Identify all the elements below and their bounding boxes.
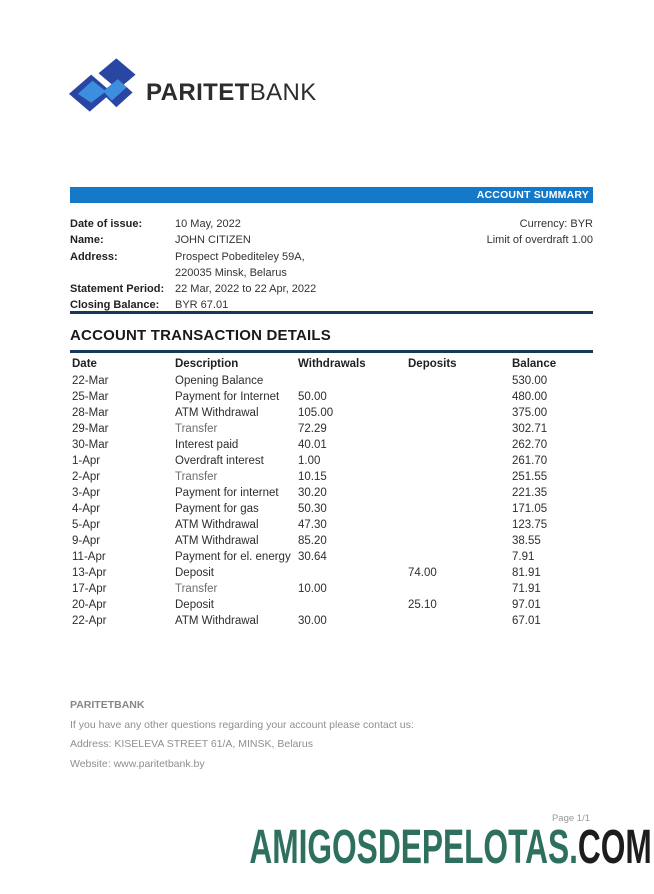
cell-withdrawals <box>298 373 408 389</box>
cell-deposits <box>408 373 512 389</box>
footer-line: If you have any other questions regarding your account please contact us: <box>70 718 414 731</box>
table-row <box>70 421 595 437</box>
cell-withdrawals: 10.00 <box>298 583 327 595</box>
column-header-withdrawals: Withdrawals <box>298 358 366 370</box>
cell-deposits <box>408 389 512 405</box>
bank-name-bold: PARITET <box>146 79 250 106</box>
footer <box>70 696 414 774</box>
summary-field-label: Closing Balance: <box>70 299 160 312</box>
cell-balance: 262.70 <box>512 439 548 451</box>
cell-deposits: 74.00 <box>408 567 437 579</box>
cell-withdrawals: 1.00 <box>298 455 321 467</box>
account-summary-header: ACCOUNT SUMMARY <box>70 187 593 203</box>
table-row <box>70 597 595 613</box>
cell-deposits <box>408 485 512 501</box>
cell-withdrawals: 50.30 <box>298 503 327 515</box>
cell-date: 17-Apr <box>72 583 107 595</box>
table-row <box>70 581 595 597</box>
bank-logo-text <box>146 79 317 107</box>
table-row <box>70 517 595 533</box>
cell-date: 22-Mar <box>72 375 109 387</box>
cell-description: Deposit <box>175 599 214 611</box>
divider-line <box>70 311 593 314</box>
cell-balance: 221.35 <box>512 487 548 499</box>
summary-field-row <box>70 249 593 282</box>
cell-description: ATM Withdrawal <box>175 535 259 547</box>
cell-date: 25-Mar <box>72 391 109 403</box>
cell-balance: 530.00 <box>512 375 548 387</box>
table-row <box>70 389 595 405</box>
cell-deposits <box>408 421 512 437</box>
cell-deposits <box>408 437 512 453</box>
table-row <box>70 469 595 485</box>
cell-date: 1-Apr <box>72 455 101 467</box>
cell-balance: 71.91 <box>512 583 541 595</box>
cell-description: Payment for el. energy <box>175 551 291 563</box>
cell-withdrawals: 40.01 <box>298 439 327 451</box>
cell-date: 4-Apr <box>72 503 101 515</box>
column-header-description: Description <box>175 358 239 370</box>
cell-description: Payment for Internet <box>175 391 280 403</box>
bank-name-regular: BANK <box>249 79 317 106</box>
watermark-dark-text: COM <box>578 821 652 874</box>
cell-withdrawals: 85.20 <box>298 535 327 547</box>
cell-date: 28-Mar <box>72 407 109 419</box>
cell-deposits <box>408 613 512 629</box>
summary-field-value: 10 May, 2022 <box>175 218 241 230</box>
cell-withdrawals <box>298 597 408 613</box>
summary-field-label: Address: <box>70 250 118 263</box>
cell-balance: 67.01 <box>512 615 541 627</box>
cell-balance: 7.91 <box>512 551 535 563</box>
summary-field-label: Statement Period: <box>70 283 165 296</box>
cell-withdrawals: 72.29 <box>298 423 327 435</box>
watermark-green-text: AMIGOSDEPELOTAS. <box>249 821 579 874</box>
column-header-balance: Balance <box>512 358 557 370</box>
cell-description: ATM Withdrawal <box>175 407 259 419</box>
summary-field-value: JOHN CITIZEN <box>175 234 251 247</box>
cell-description: Interest paid <box>175 439 239 451</box>
cell-withdrawals: 47.30 <box>298 519 327 531</box>
summary-field-label: Date of issue: <box>70 218 143 230</box>
cell-description: ATM Withdrawal <box>175 615 259 627</box>
table-row <box>70 613 595 629</box>
cell-balance: 123.75 <box>512 519 548 531</box>
cell-date: 29-Mar <box>72 423 109 435</box>
cell-date: 5-Apr <box>72 519 101 531</box>
transactions-table-header <box>70 355 595 373</box>
cell-balance: 97.01 <box>512 599 541 611</box>
cell-balance: 171.05 <box>512 503 548 515</box>
table-row <box>70 485 595 501</box>
cell-balance: 261.70 <box>512 455 548 467</box>
divider-line <box>70 350 593 353</box>
table-row <box>70 565 595 581</box>
cell-deposits <box>408 549 512 565</box>
cell-description: Payment for gas <box>175 503 259 515</box>
cell-description: Deposit <box>175 567 214 579</box>
column-header-date: Date <box>72 358 97 370</box>
cell-date: 13-Apr <box>72 567 107 579</box>
table-row <box>70 549 595 565</box>
cell-withdrawals <box>298 565 408 581</box>
cell-date: 20-Apr <box>72 599 107 611</box>
cell-description: Opening Balance <box>175 375 264 387</box>
column-header-deposits: Deposits <box>408 358 457 370</box>
cell-withdrawals: 50.00 <box>298 391 327 403</box>
cell-withdrawals: 105.00 <box>298 407 334 419</box>
cell-withdrawals: 30.64 <box>298 551 327 563</box>
cell-date: 3-Apr <box>72 487 101 499</box>
footer-bank-name: PARITETBANK <box>70 699 145 711</box>
transactions-table <box>70 355 595 629</box>
cell-description: Overdraft interest <box>175 455 264 467</box>
cell-deposits <box>408 469 512 485</box>
cell-balance: 251.55 <box>512 471 548 483</box>
table-row <box>70 533 595 549</box>
table-row <box>70 405 595 421</box>
cell-description: ATM Withdrawal <box>175 519 259 531</box>
cell-deposits <box>408 405 512 421</box>
table-row <box>70 453 595 469</box>
cell-balance: 302.71 <box>512 423 548 435</box>
cell-deposits <box>408 581 512 597</box>
cell-deposits <box>408 533 512 549</box>
summary-field-value: Prospect Pobediteley 59A, 220035 Minsk, Belarus <box>175 250 305 279</box>
cell-deposits: 25.10 <box>408 599 437 611</box>
cell-date: 2-Apr <box>72 471 101 483</box>
cell-balance: 375.00 <box>512 407 548 419</box>
summary-field-label: Name: <box>70 234 104 247</box>
summary-right-line: Currency: BYR <box>519 218 593 230</box>
cell-date: 9-Apr <box>72 535 101 547</box>
table-row <box>70 501 595 517</box>
cell-date: 11-Apr <box>72 551 106 563</box>
account-summary-section <box>70 216 593 314</box>
summary-right-line: Limit of overdraft 1.00 <box>486 234 593 247</box>
table-row <box>70 373 595 389</box>
cell-date: 30-Mar <box>72 439 109 451</box>
bank-logo <box>66 55 317 121</box>
footer-line: Address: KISELEVA STREET 61/A, MINSK, Belarus <box>70 738 313 750</box>
summary-field-row <box>70 281 593 297</box>
footer-line: Website: www.paritetbank.by <box>70 757 205 770</box>
cell-date: 22-Apr <box>72 615 107 627</box>
watermark <box>250 822 652 875</box>
cell-description: Transfer <box>175 583 218 595</box>
footer-contact-lines <box>70 716 414 775</box>
cell-deposits <box>408 517 512 533</box>
cell-deposits <box>408 501 512 517</box>
cell-withdrawals: 30.00 <box>298 615 327 627</box>
cell-withdrawals: 30.20 <box>298 487 327 499</box>
summary-field-value: BYR 67.01 <box>175 299 229 312</box>
cell-description: Transfer <box>175 423 218 435</box>
summary-field-value: 22 Mar, 2022 to 22 Apr, 2022 <box>175 283 317 296</box>
table-row <box>70 437 595 453</box>
cell-balance: 38.55 <box>512 535 541 547</box>
transactions-title: ACCOUNT TRANSACTION DETAILS <box>70 327 331 344</box>
cell-description: Transfer <box>175 471 218 483</box>
cell-deposits <box>408 453 512 469</box>
page-number: Page 1/1 <box>551 813 590 824</box>
cell-balance: 480.00 <box>512 391 548 403</box>
cell-balance: 81.91 <box>512 567 541 579</box>
bank-logo-icon <box>66 55 140 121</box>
cell-description: Payment for internet <box>175 487 279 499</box>
cell-withdrawals: 10.15 <box>298 471 327 483</box>
summary-right-info <box>487 216 593 249</box>
